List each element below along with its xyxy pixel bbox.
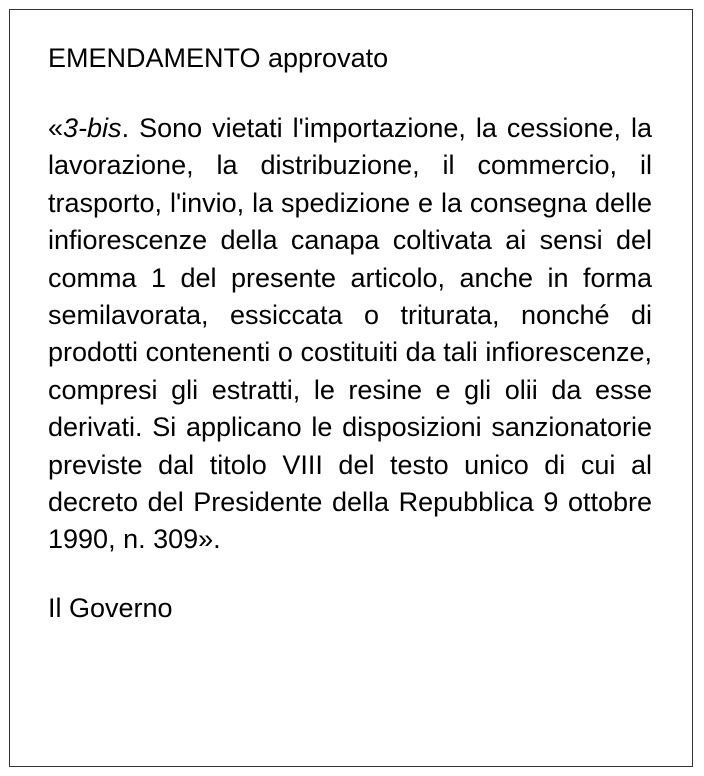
document-frame	[9, 9, 693, 767]
signature: Il Governo	[48, 592, 173, 623]
document-content	[48, 40, 652, 626]
amendment-text-block	[48, 110, 652, 559]
amendment-body: . Sono vietati l'importazione, la cessione, la lavorazione, la distribuzione, il commercio, il trasporto, l'invio, la spedizione e la consegna delle infiorescenze della canapa coltivata ai sensi del comma 1 del presente articolo, anche in forma semilavorata, essiccata o triturata, nonché di prodotti contenenti o costituiti da tali infiorescenze, compresi gli estratti, le resine e gli olii da esse derivati. Si applicano le disposizioni sanzionatorie previste dal titolo VIII del testo unico di cui al decreto del Presidente della Repubblica 9 ottobre 1990, n. 309».	[48, 113, 652, 555]
document-heading: EMENDAMENTO approvato	[48, 43, 389, 73]
open-quote: «	[48, 113, 64, 143]
amendment-number: 3-bis	[63, 113, 122, 143]
